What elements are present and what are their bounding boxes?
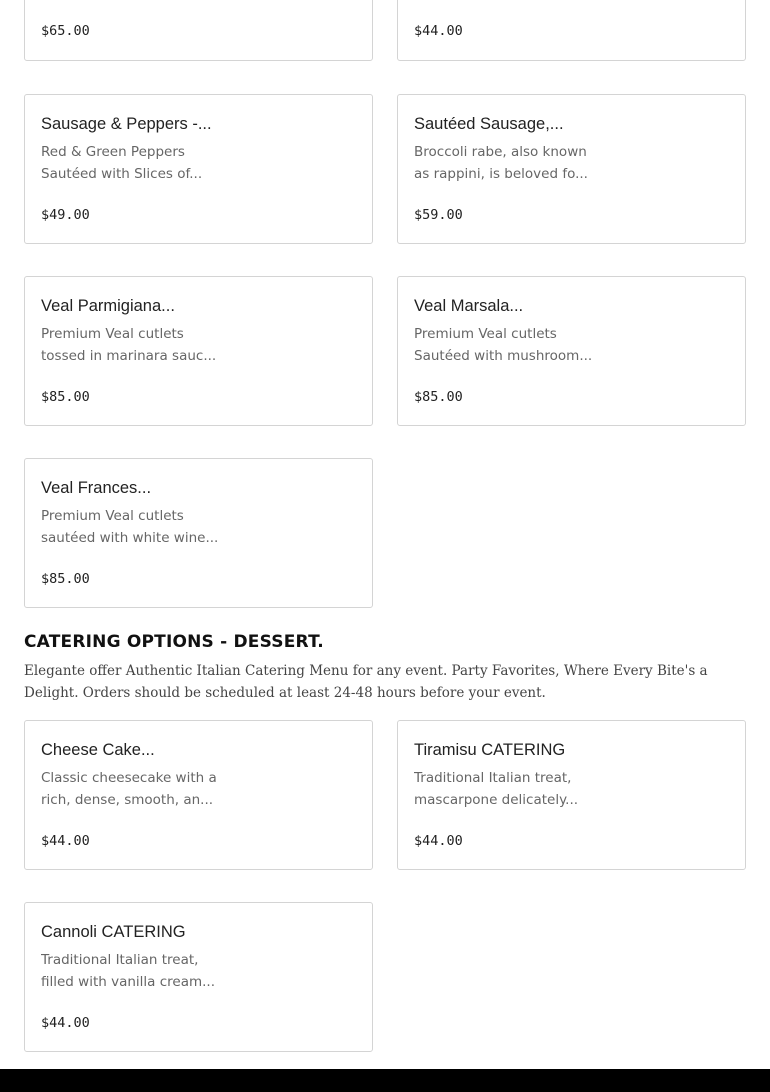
menu-item-card-cannoli[interactable] — [24, 902, 373, 1052]
item-price: $49.00 — [41, 207, 90, 223]
menu-item-card-veal-frances[interactable] — [24, 458, 373, 608]
item-title: Veal Frances... — [41, 479, 152, 497]
item-description: Traditional Italian treat, filled with vanilla cream... — [41, 952, 216, 990]
item-price: $44.00 — [414, 23, 463, 39]
menu-item-card[interactable] — [24, 0, 373, 61]
menu-item-card-sauteed-sausage[interactable] — [397, 94, 746, 244]
item-title: Veal Marsala... — [414, 297, 524, 315]
menu-item-card-veal-parmigiana[interactable] — [24, 276, 373, 426]
footer-bar — [0, 1069, 770, 1092]
item-title: Tiramisu CATERING — [414, 741, 566, 759]
item-price: $85.00 — [41, 389, 90, 405]
item-price: $44.00 — [41, 1015, 90, 1031]
item-price: $85.00 — [414, 389, 463, 405]
menu-item-card[interactable] — [397, 0, 746, 61]
item-description: Traditional Italian treat, mascarpone delicately... — [414, 770, 579, 808]
section-title: CATERING OPTIONS - DESSERT. — [24, 632, 324, 652]
item-price: $44.00 — [41, 833, 90, 849]
item-description: Classic cheesecake with a rich, dense, smooth, an... — [41, 770, 217, 808]
menu-item-card-tiramisu[interactable] — [397, 720, 746, 870]
menu-item-card-veal-marsala[interactable] — [397, 276, 746, 426]
item-price: $65.00 — [41, 23, 90, 39]
menu-item-card-sausage-peppers[interactable] — [24, 94, 373, 244]
item-title: Cheese Cake... — [41, 741, 155, 759]
item-price: $44.00 — [414, 833, 463, 849]
item-title: Veal Parmigiana... — [41, 297, 175, 315]
item-description: Premium Veal cutlets sautéed with white wine... — [41, 508, 219, 546]
item-title: Sautéed Sausage,... — [414, 115, 564, 133]
item-title: Sausage & Peppers -... — [41, 115, 212, 133]
section-description: Elegante offer Authentic Italian Catering Menu for any event. Party Favorites, Where Every Bite's a Delight. Orders should be scheduled at least 24-48 hours before your event. — [24, 663, 708, 701]
item-description: Premium Veal cutlets Sautéed with mushroom... — [414, 326, 593, 364]
item-description: Premium Veal cutlets tossed in marinara sauc... — [41, 326, 217, 364]
item-description: Broccoli rabe, also known as rappini, is beloved fo... — [414, 144, 588, 182]
item-description: Red & Green Peppers Sautéed with Slices of... — [41, 144, 203, 182]
item-price: $85.00 — [41, 571, 90, 587]
menu-item-card-cheese-cake[interactable] — [24, 720, 373, 870]
item-title: Cannoli CATERING — [41, 923, 186, 941]
item-price: $59.00 — [414, 207, 463, 223]
